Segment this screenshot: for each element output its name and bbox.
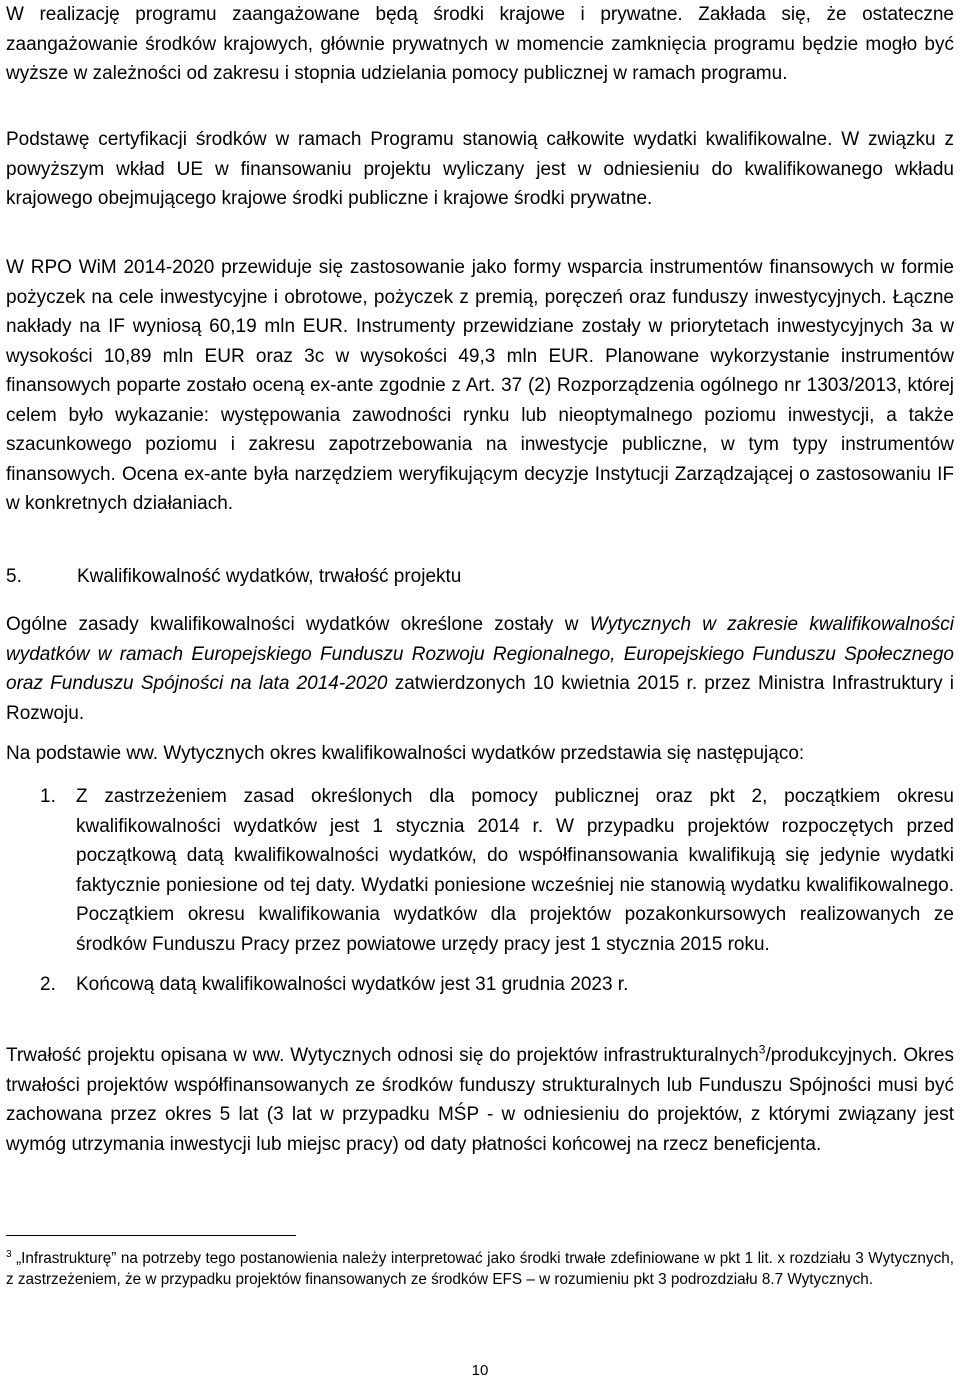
list-item-number: 1. [40,786,56,807]
list-item [6,782,954,959]
footnote-text: „Infrastrukturę” na potrzeby tego postanowienia należy interpretować jako środki trwałe zdefiniowane w pkt 1 lit. x rozdziału 3 Wytycznych, z zastrzeżeniem, że w przypadku projektów finansowanych ze środków EFS – w rozumieniu pkt 3 podrozdziału 8.7 Wytycznych. [6,1250,954,1288]
paragraph-project-durability-text: Trwałość projektu opisana w ww. Wytycznych odnosi się do projektów infrastrukturalnych [6,1045,759,1066]
paragraph-project-durability-rest: /produkcyjnych. Okres trwałości projektów współfinansowanych ze środków funduszy strukturalnych lub Funduszu Spójności musi być zachowana przez okres 5 lat (3 lat w przypadku MŚP - w odniesieniu do projektów, z którymi związany jest wymóg utrzymania inwestycji lub miejsc pracy) od daty płatności końcowej na rzecz beneficjenta. [6,1045,954,1155]
paragraph-eligibility-rules-approval: zatwierdzonych 10 kwietnia 2015 r. przez Ministra Infrastruktury i Rozwoju. [6,673,954,724]
paragraph-project-durability [6,1041,954,1159]
section-number: 5. [6,566,22,587]
list-item-text: Końcową datą kwalifikowalności wydatków jest 31 grudnia 2023 r. [76,974,629,995]
section-heading [6,562,461,591]
eligibility-period-list [6,782,954,1000]
list-item-text: Z zastrzeżeniem zasad określonych dla pomocy publicznej oraz pkt 2, początkiem okresu kwalifikowalności wydatków jest 1 stycznia 2014 r. W przypadku projektów rozpoczętych przed początkową datą kwalifikowalności wydatków, do współfinansowania kwalifikują się jedynie wydatki faktycznie poniesione od tej daty. Wydatki poniesione wcześniej nie stanowią wydatku kwalifikowalnego. Początkiem okresu kwalifikowania wydatków dla projektów pozakonkursowych realizowanych ze środków Funduszu Pracy przez powiatowe urzędy pracy jest 1 stycznia 2015 roku. [76,786,954,955]
list-item-number: 2. [40,974,56,995]
footnote-reference[interactable]: 3 [758,1042,766,1057]
paragraph-eligibility-rules [6,610,954,728]
paragraph-funding-sources: W realizację programu zaangażowane będą środki krajowe i prywatne. Zakłada się, że ostateczne zaangażowanie środków krajowych, głównie prywatnych w momencie zamknięcia programu będzie mogło być wyższe w zależności od zakresu i stopnia udzielania pomocy publicznej w ramach programu. [6,4,954,84]
footnote [6,1248,954,1290]
paragraph-certification: Podstawę certyfikacji środków w ramach Programu stanowią całkowite wydatki kwalifikowalne. W związku z powyższym wkład UE w finansowaniu projektu wyliczany jest w odniesieniu do kwalifikowanego wkładu krajowego obejmującego krajowe środki publiczne i krajowe środki prywatne. [6,129,954,209]
list-item [6,970,954,1000]
section-title: Kwalifikowalność wydatków, trwałość projektu [77,566,462,587]
paragraph-financial-instruments: W RPO WiM 2014-2020 przewiduje się zastosowanie jako formy wsparcia instrumentów finansowych w formie pożyczek na cele inwestycyjne i obrotowe, pożyczek z premią, poręczeń oraz funduszy inwestycyjnych. Łączne nakłady na IF wyniosą 60,19 mln EUR. Instrumenty przewidziane zostały w priorytetach inwestycyjnych 3a w wysokości 10,89 mln EUR oraz 3c w wysokości 49,3 mln EUR. Planowane wykorzystanie instrumentów finansowych poparte zostało oceną ex-ante zgodnie z Art. 37 (2) Rozporządzenia ogólnego nr 1303/2013, której celem było wykazanie: występowania zawodności rynku lub nieoptymalnego poziomu inwestycji, a także szacunkowego poziomu i zakresu zapotrzebowania na inwestycje publiczne, w tym typy instrumentów finansowych. Ocena ex-ante była narzędziem weryfikującym decyzje Instytucji Zarządzającej o zastosowaniu IF w konkretnych działaniach. [6,257,954,514]
page-number: 10 [471,1362,489,1379]
footnote-marker: 3 [6,1248,12,1260]
guidelines-title: Wytycznych w zakresie kwalifikowalności wydatków w ramach Europejskiego Funduszu Rozwoju Regionalnego, Europejskiego Funduszu Społecznego oraz Funduszu Spójności na lata 2014-2020 [6,614,954,694]
footnote-separator [6,1235,296,1236]
paragraph-eligibility-period-intro: Na podstawie ww. Wytycznych okres kwalifikowalności wydatków przedstawia się następująco: [6,743,805,764]
paragraph-eligibility-rules-text: Ogólne zasady kwalifikowalności wydatków określone zostały w [6,614,590,635]
